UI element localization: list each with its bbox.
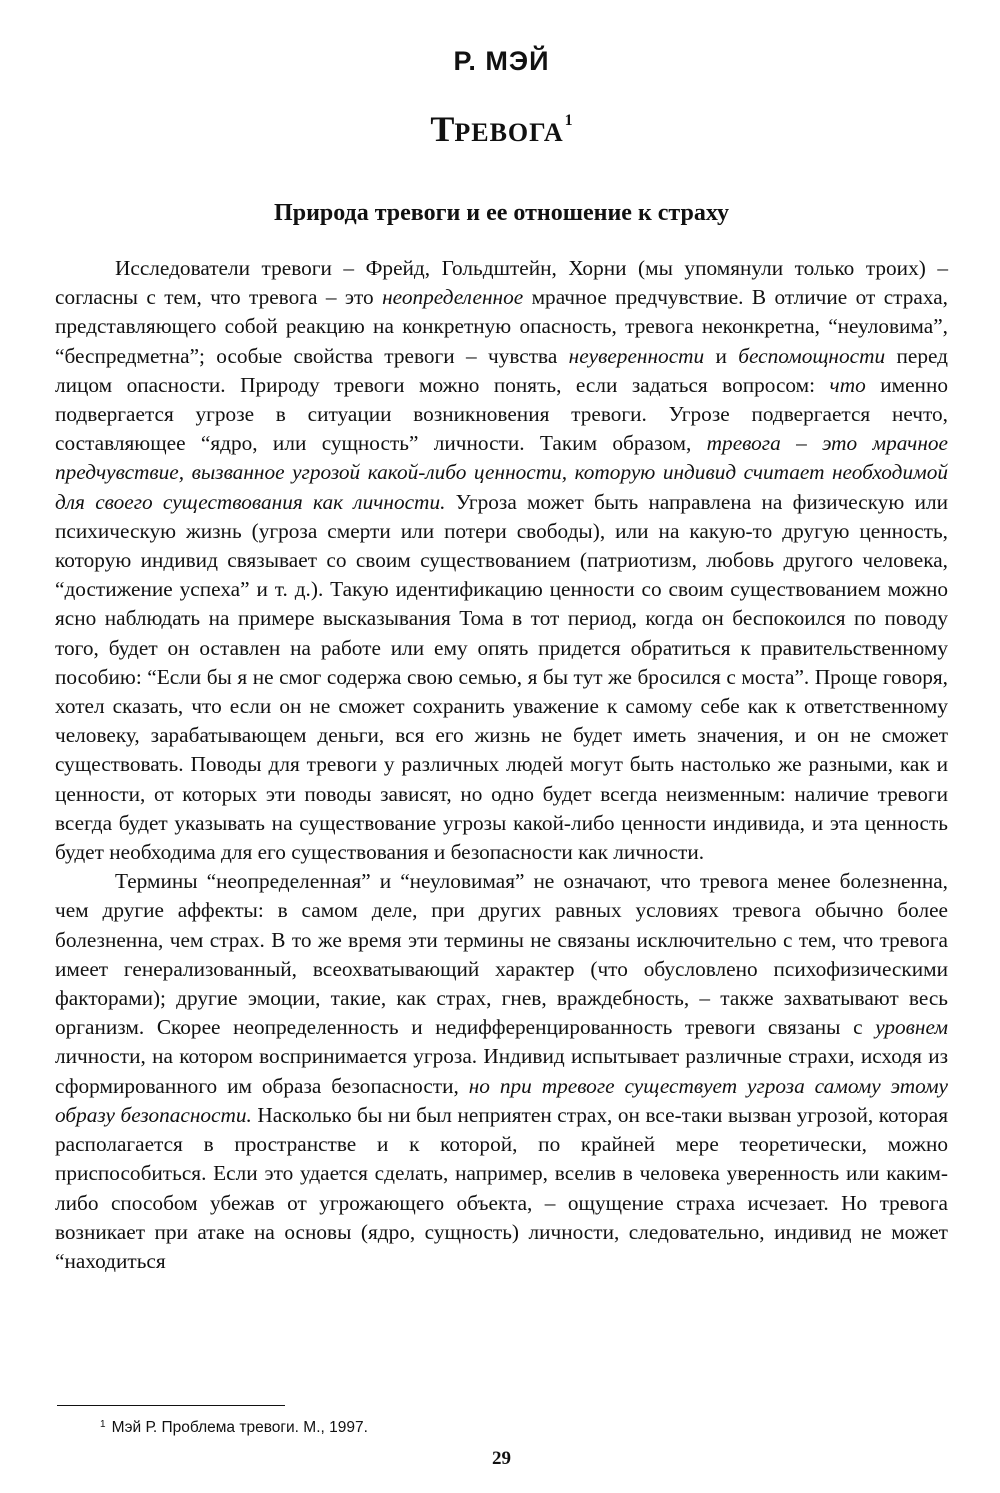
page-number: 29 [492, 1448, 511, 1469]
emphasis: тревога – это мрачное предчувствие, вызванное угрозой какой-либо ценности, которую индивид считает необходимой для своего существования как личности. [55, 431, 948, 514]
emphasis: неопределенное [382, 285, 524, 310]
footnote-marker: 1 [100, 1419, 106, 1430]
chapter-title-initial: Т [430, 109, 455, 149]
emphasis: беспомощности [738, 343, 886, 368]
footnote [100, 1419, 368, 1437]
footnote-reference: 1 [564, 112, 573, 129]
section-heading: Природа тревоги и ее отношение к страху [274, 200, 729, 226]
paragraph: Термины “неопределенная” и “неуловимая” не означают, что тревога менее болезненна, чем другие аффекты: в самом деле, при других равных условиях тревога обычно более болезненна, чем страх. В то же время эти термины не связаны исключительно с тем, что тревога имеет генерализованный, всеохватывающий характер (что обусловлено психофизическими факторами); другие эмоции, такие, как страх, гнев, враждебность, – также захватывают весь организм. Скорее неопределенность и недифференцированность тревоги связаны с уровнем личности, на котором воспринимается угроза. Индивид испытывает различные страхи, исходя из сформированного им образа безопасности, но при тревоге существует угроза самому этому образу безопасности. Насколько бы ни был неприятен страх, он все-таки вызван угрозой, которая располагается в пространстве и к которой, по крайней мере теоретически, можно приспособиться. Если это удается сделать, например, вселив в человека уверенность или каким-либо способом убежав от угрожающего объекта, – ощущение страха исчезает. Но тревога возникает при атаке на основы (ядро, сущность) личности, следовательно, индивид не может “находиться [55, 869, 948, 1273]
body-text [55, 254, 948, 1276]
paragraph: Исследователи тревоги – Фрейд, Гольдштейн, Хорни (мы упомянули только троих) – согласны с тем, что тревога – это неопределенное мрачное предчувствие. В отличие от страха, представляющего собой реакцию на конкретную опасность, тревога неконкретна, “неуловима”, “беспредметна”; особые свойства тревоги – чувства неуверенности и беспомощности перед лицом опасности. Природу тревоги можно понять, если задаться вопросом: что именно подвергается угрозе в ситуации возникновения тревоги. Угрозе подвергается нечто, составляющее “ядро, или сущность” личности. Таким образом, тревога – это мрачное предчувствие, вызванное угрозой какой-либо ценности, которую индивид считает необходимой для своего существования как личности. Угроза может быть направлена на физическую или психическую жизнь (угроза смерти или потери свободы), или на какую-то другую ценность, которую индивид связывает со своим существованием (патриотизм, любовь другого человека, “достижение успеха” и т. д.). Такую идентификацию ценности со своим существованием можно ясно наблюдать на примере высказывания Тома в тот период, когда он беспокоился по поводу того, будет он оставлен на работе или ему опять придется обратиться к правительственному пособию: “Если бы я не смог содержа свою семью, я бы тут же бросился с моста”. Проще говоря, хотел сказать, что если он не сможет сохранить уважение к самому себе как к ответственному человеку, зарабатывающем деньги, вся его жизнь не будет иметь значения, и он не сможет существовать. Поводы для тревоги у различных людей могут быть настолько же разными, как и ценности, от которых эти поводы зависят, но одно будет всегда неизменным: наличие тревоги всегда будет указывать на существование угрозы какой-либо ценности индивида, и эта ценность будет необходима для его существования и безопасности как личности. [55, 256, 948, 865]
emphasis: уровнем [875, 1015, 948, 1040]
emphasis: неуверенности [568, 343, 705, 368]
chapter-title-rest: РЕВОГА [454, 118, 564, 147]
chapter-title [55, 108, 948, 150]
author-name: Р. МЭЙ [453, 46, 550, 76]
emphasis: что [829, 372, 866, 397]
footnote-text: Мэй Р. Проблема тревоги. М., 1997. [111, 1419, 368, 1436]
emphasis: но при тревоге существует угроза самому этому образу безопасности. [55, 1073, 948, 1127]
book-page [55, 0, 948, 1493]
footnote-divider [57, 1405, 285, 1406]
